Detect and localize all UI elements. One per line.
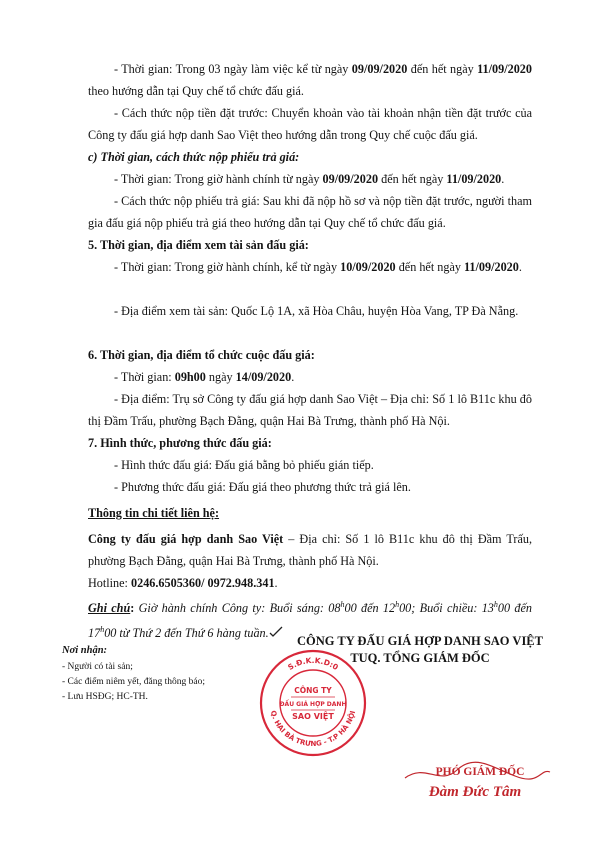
paragraph-deposit-method: - Cách thức nộp tiền đặt trước: Chuyển khoản vào tài khoản nhận tiền đặt trước của Công ty đấu giá hợp danh Sao Việt theo hướng dẫn trong Quy chế cuộc đấu giá. (88, 106, 532, 142)
svg-text:SAO VIỆT: SAO VIỆT (292, 712, 334, 721)
paragraph-auction-form: - Hình thức đấu giá: Đấu giá bằng bỏ phiếu gián tiếp. (114, 458, 374, 472)
seal-ring-top-text: S.Đ.K.K.D:0 (286, 655, 340, 672)
paragraph-bid-method: - Cách thức nộp phiếu trả giá: Sau khi đã nộp hồ sơ và nộp tiền đặt trước, người tham gia đấu giá nộp phiếu trả giá theo hướng dẫn tại Quy chế tổ chức đấu giá. (88, 194, 532, 230)
paragraph-auction-method: - Phương thức đấu giá: Đấu giá theo phương thức trả giá lên. (114, 480, 411, 494)
hotline: Hotline: 0246.6505360/ 0972.948.341. (88, 576, 278, 590)
recipients-title: Nơi nhận: (62, 645, 108, 656)
signer-title: PHÓ GIÁM ĐỐC (435, 766, 525, 778)
paragraph-auction-location: - Địa điểm: Trụ sở Công ty đấu giá hợp danh Sao Việt – Địa chỉ: Số 1 lô B11c khu đô thị Đầm Trấu, phường Bạch Đằng, quận Hai Bà Trưng, thành phố Hà Nội. (88, 392, 532, 428)
company-seal-stamp (258, 648, 368, 758)
contact-info: Công ty đấu giá hợp danh Sao Việt – Địa chỉ: Số 1 lô B11c khu đô thị Đầm Trấu, phường Bạch Đằng, quận Hai Bà Trưng, thành phố Hà Nội. (88, 532, 532, 568)
paragraph-view-location: - Địa điểm xem tài sản: Quốc Lộ 1A, xã Hòa Châu, huyện Hòa Vang, TP Đà Nẵng. (114, 304, 519, 318)
note: Ghi chú: Giờ hành chính Công ty: Buổi sáng: 08$^h$00 đến 12$^h$00; Buổi chiều: 13$^h$00 đến 17$^h$00 từ Thứ 2 đến Thứ 6 hàng tuần. (88, 600, 532, 641)
heading-c: c) Thời gian, cách thức nộp phiếu trả giá: (88, 150, 300, 164)
seal-ring-bottom-text: Q. HAI BÀ TRƯNG - T.P HÀ NỘI (268, 709, 358, 749)
recipient-item: - Các điểm niêm yết, đăng thông báo; (62, 677, 205, 687)
svg-text:CÔNG TY: CÔNG TY (294, 686, 332, 695)
paragraph-deposit-time: - Thời gian: Trong 03 ngày làm việc kể từ ngày 09/09/2020 đến hết ngày 11/09/2020 theo hướng dẫn tại Quy chế tổ chức đấu giá. (88, 62, 532, 98)
svg-text:ĐẤU GIÁ HỢP DANH: ĐẤU GIÁ HỢP DANH (279, 701, 347, 708)
heading-5: 5. Thời gian, địa điểm xem tài sản đấu giá: (88, 238, 309, 252)
organization-name: CÔNG TY ĐẤU GIÁ HỢP DANH SAO VIỆT (297, 634, 543, 648)
paragraph-view-time: - Thời gian: Trong giờ hành chính, kể từ ngày 10/09/2020 đến hết ngày 11/09/2020. (114, 260, 522, 274)
contact-heading: Thông tin chi tiết liên hệ: (88, 506, 220, 520)
recipients-block (62, 643, 262, 705)
heading-6: 6. Thời gian, địa điểm tổ chức cuộc đấu giá: (88, 348, 315, 362)
heading-7: 7. Hình thức, phương thức đấu giá: (88, 436, 272, 450)
paragraph-auction-time: - Thời gian: 09h00 ngày 14/09/2020. (114, 370, 295, 384)
recipient-item: - Người có tài sản; (62, 662, 133, 672)
signer-name: Đàm Đức Tâm (428, 784, 522, 800)
paragraph-bid-time: - Thời gian: Trong giờ hành chính từ ngày 09/09/2020 đến hết ngày 11/09/2020. (114, 172, 505, 186)
authorization-line: TUQ. TỔNG GIÁM ĐỐC (350, 651, 490, 665)
recipient-item: - Lưu HSĐG; HC-TH. (62, 692, 148, 702)
